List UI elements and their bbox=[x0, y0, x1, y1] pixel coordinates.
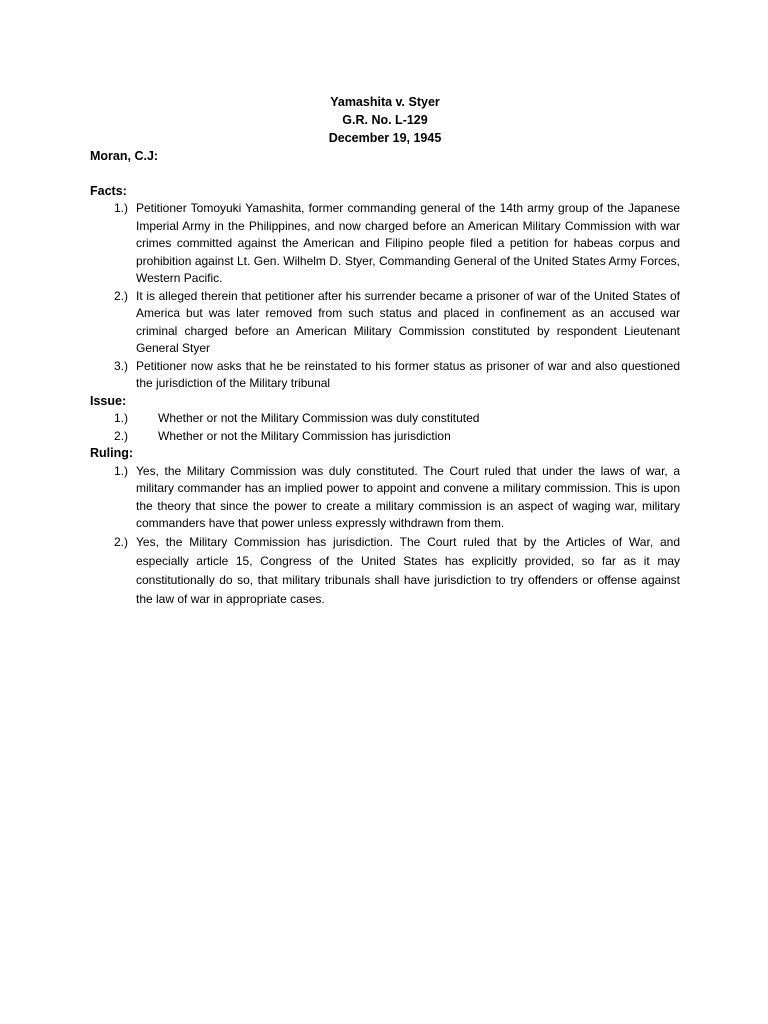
list-item bbox=[90, 463, 680, 533]
item-number: 2.) bbox=[114, 428, 129, 443]
list-item bbox=[90, 200, 680, 288]
item-number: 2.) bbox=[114, 534, 129, 549]
decision-date: December 19, 1945 bbox=[328, 131, 442, 145]
item-text: Whether or not the Military Commission has jurisdiction bbox=[158, 428, 451, 443]
ponente: Moran, C.J: bbox=[90, 149, 159, 163]
item-number: 1.) bbox=[114, 411, 129, 425]
item-text: It is alleged therein that petitioner after his surrender became a prisoner of war of the United States of America but was later removed from such status and placed in confinement as an accused war criminal charged before an American Military Commission constituted by respondent Lieutenant General Styer bbox=[136, 288, 680, 355]
list-item bbox=[90, 533, 680, 609]
list-item bbox=[90, 428, 680, 446]
item-text: Petitioner now asks that he be reinstated to his former status as prisoner of war and also questioned the jurisdiction of the Military tribunal bbox=[136, 358, 680, 390]
list-item bbox=[90, 410, 680, 428]
ruling-heading: Ruling: bbox=[90, 446, 134, 460]
item-text: Yes, the Military Commission was duly constituted. The Court ruled that under the laws of war, a military commander has an implied power to appoint and convene a military commission. This is upon the theory that since the power to create a military commission is an aspect of waging war, military commanders have that power unless expressly withdrawn from them. bbox=[136, 463, 680, 530]
issue-list bbox=[90, 410, 680, 445]
item-text: Yes, the Military Commission has jurisdiction. The Court ruled that by the Articles of War, and especially article 15, Congress of the United States has explicitly provided, so far as it may constitutionally do so, that military tribunals shall have jurisdiction to try offenders or offense against the law of war in appropriate cases. bbox=[136, 534, 680, 606]
case-title: Yamashita v. Styer bbox=[330, 95, 440, 109]
item-text: Whether or not the Military Commission was duly constituted bbox=[158, 411, 480, 425]
ruling-list bbox=[90, 463, 680, 609]
list-item bbox=[90, 288, 680, 358]
item-text: Petitioner Tomoyuki Yamashita, former commanding general of the 14th army group of the Japanese Imperial Army in the Philippines, and now charged before an American Military Commission with war crimes committed against the American and Filipino people filed a petition for habeas corpus and prohibition against Lt. Gen. Wilhelm D. Styer, Commanding General of the United States Army Forces, Western Pacific. bbox=[136, 201, 680, 285]
list-item bbox=[90, 358, 680, 393]
facts-list bbox=[90, 200, 680, 393]
gr-number: G.R. No. L-129 bbox=[342, 113, 428, 127]
document-page bbox=[90, 93, 680, 609]
case-header bbox=[90, 93, 680, 147]
item-number: 1.) bbox=[114, 463, 129, 478]
item-number: 3.) bbox=[114, 358, 129, 373]
item-number: 2.) bbox=[114, 288, 129, 303]
item-number: 1.) bbox=[114, 201, 129, 215]
facts-heading: Facts: bbox=[90, 183, 127, 198]
issue-heading: Issue: bbox=[90, 393, 127, 408]
